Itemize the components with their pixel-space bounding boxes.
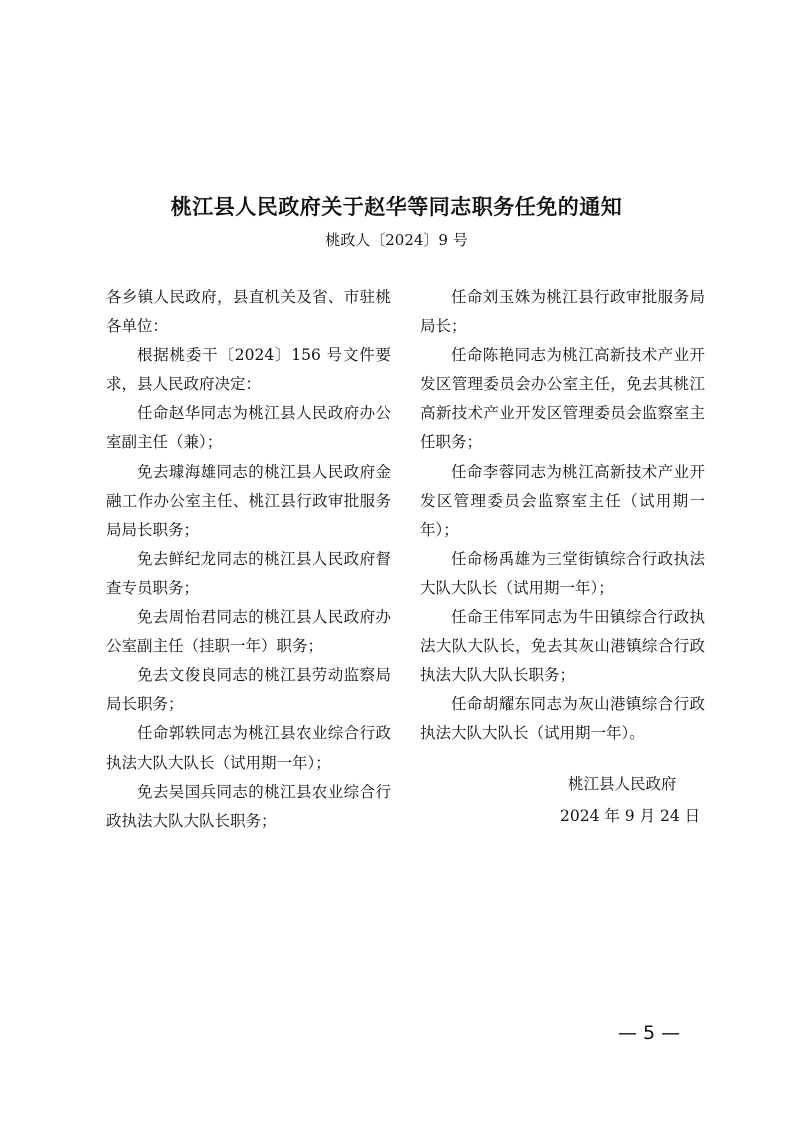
paragraph: 任命陈艳同志为桃江高新技术产业开发区管理委员会办公室主任，免去其桃江高新技术产业开发区管理委员会监察室主任职务； bbox=[420, 346, 705, 452]
right-column bbox=[420, 283, 705, 749]
left-column bbox=[106, 283, 391, 836]
paragraph: 免去吴国兵同志的桃江县农业综合行政执法大队大队长职务； bbox=[106, 782, 391, 830]
paragraph: 任命刘玉姝为桃江县行政审批服务局局长； bbox=[420, 288, 705, 336]
paragraph: 根据桃委干〔2024〕156 号文件要求，县人民政府决定： bbox=[106, 346, 391, 394]
paragraph: 任命王伟军同志为牛田镇综合行政执法大队大队长，免去其灰山港镇综合行政执法大队大队长职务； bbox=[420, 608, 705, 685]
signature-organization: 桃江县人民政府 bbox=[568, 775, 677, 793]
page-number: — 5 — bbox=[618, 1022, 681, 1044]
paragraph: 免去鲜纪龙同志的桃江县人民政府督查专员职务； bbox=[106, 549, 391, 597]
signature-date: 2024 年 9 月 24 日 bbox=[560, 807, 701, 825]
document-title: 桃江县人民政府关于赵华等同志职务任免的通知 bbox=[170, 195, 623, 219]
salutation: 各乡镇人民政府，县直机关及省、市驻桃各单位： bbox=[106, 288, 391, 336]
paragraph: 任命郭轶同志为桃江县农业综合行政执法大队大队长（试用期一年）； bbox=[106, 724, 391, 772]
paragraph: 任命杨禹雄为三堂街镇综合行政执法大队大队长（试用期一年）； bbox=[420, 549, 705, 597]
paragraph: 免去文俊良同志的桃江县劳动监察局局长职务； bbox=[106, 666, 391, 714]
document-number: 桃政人〔2024〕9 号 bbox=[325, 231, 468, 249]
paragraph: 任命赵华同志为桃江县人民政府办公室副主任（兼）； bbox=[106, 404, 391, 452]
paragraph: 任命李蓉同志为桃江高新技术产业开发区管理委员会监察室主任（试用期一年）； bbox=[420, 462, 705, 539]
paragraph: 任命胡耀东同志为灰山港镇综合行政执法大队大队长（试用期一年）。 bbox=[420, 695, 705, 743]
paragraph: 免去周怡君同志的桃江县人民政府办公室副主任（挂职一年）职务； bbox=[106, 608, 391, 656]
paragraph: 免去璩海雄同志的桃江县人民政府金融工作办公室主任、桃江县行政审批服务局局长职务； bbox=[106, 462, 391, 539]
